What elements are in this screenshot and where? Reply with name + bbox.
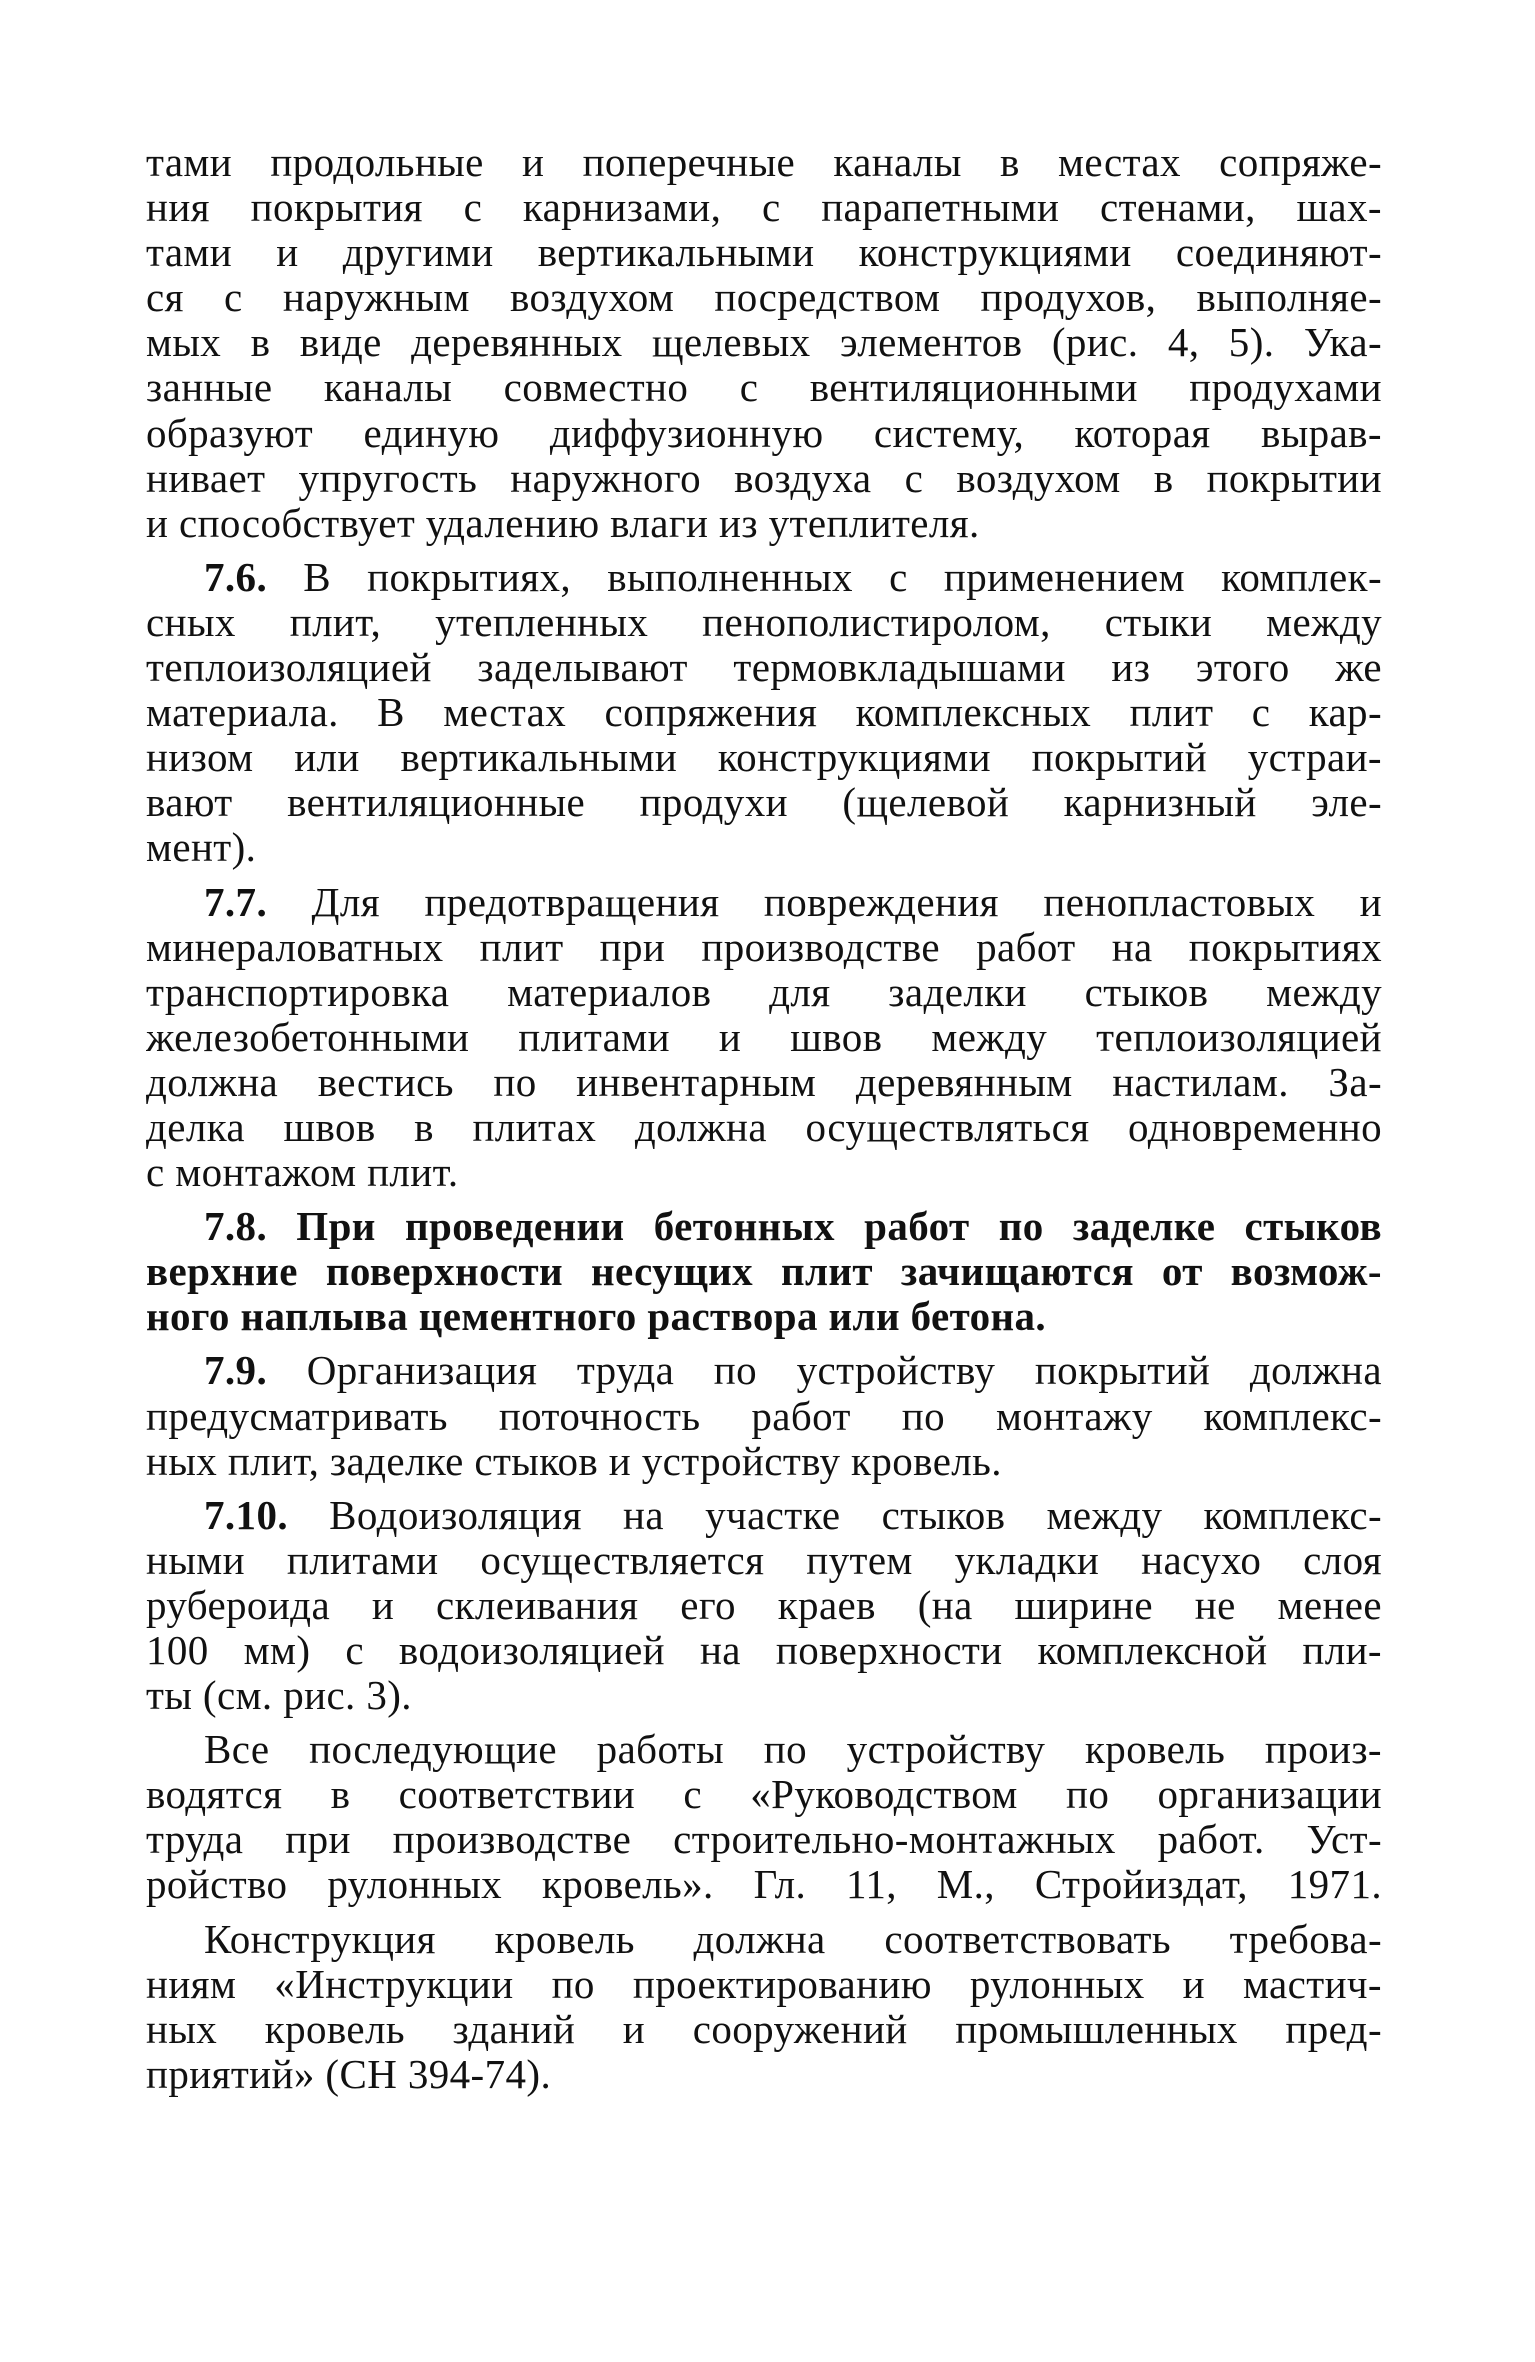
text-line: ными плитами осуществляется путем укладки насухо слоя (146, 1537, 1382, 1583)
text-line: ройство рулонных кровель». Гл. 11, М., Стройиздат, 1971. (146, 1862, 1382, 1908)
text-line: должна вестись по инвентарным деревянным настилам. За- (146, 1059, 1382, 1105)
text-line: минераловатных плит при производстве работ на покрытиях (146, 924, 1382, 970)
text-line: ния покрытия с карнизами, с парапетными стенами, шах- (146, 185, 1382, 231)
text-line: материала. В местах сопряжения комплексных плит с кар- (146, 690, 1382, 736)
text-line: вают вентиляционные продухи (щелевой карнизный эле- (146, 780, 1382, 826)
text-line: теплоизоляцией заделывают термовкладышами из этого же (146, 645, 1382, 691)
paragraph-number: 7.10. (204, 1492, 288, 1538)
text-line: труда при производстве строительно-монтажных работ. Уст- (146, 1817, 1382, 1863)
text-line: 7.9. Организация труда по устройству покрытий должна (204, 1348, 1382, 1394)
text-line: сных плит, утепленных пенополистиролом, стыки между (146, 599, 1382, 645)
paragraph-7-8 (146, 1204, 1382, 1339)
text-line: приятий» (СН 394-74). (146, 2051, 552, 2097)
paragraph-7-10 (146, 1493, 1382, 1718)
text-line: 7.6. В покрытиях, выполненных с применением комплек- (204, 554, 1382, 600)
text-line: ного наплыва цементного раствора или бетона. (146, 1294, 1047, 1340)
text-line: 7.10. Водоизоляция на участке стыков между комплекс- (204, 1492, 1382, 1538)
paragraph-construction (146, 1917, 1382, 2097)
paragraph-all-works (146, 1727, 1382, 1907)
text-line: железобетонными плитами и швов между теплоизоляцией (146, 1014, 1382, 1060)
text-line: мент). (146, 825, 257, 871)
text-line: ся с наружным воздухом посредством продухов, выполняе- (146, 275, 1382, 321)
text-line: делка швов в плитах должна осуществляться одновременно (146, 1104, 1382, 1150)
text-line: с монтажом плит. (146, 1150, 459, 1196)
page-text (146, 140, 1382, 2097)
paragraph-number: 7.8. (204, 1204, 268, 1250)
paragraph-number: 7.7. (204, 879, 268, 925)
text-line: ты (см. рис. 3). (146, 1673, 412, 1719)
text-line: 7.7. Для предотвращения повреждения пенопластовых и (204, 879, 1382, 925)
text-line: водятся в соответствии с «Руководством по организации (146, 1772, 1382, 1818)
paragraph-number: 7.9. (204, 1348, 268, 1394)
text-line: верхние поверхности несущих плит зачищаются от возмож- (146, 1249, 1382, 1295)
text-line: Конструкция кровель должна соответствовать требова- (204, 1916, 1382, 1962)
text-line: мых в виде деревянных щелевых элементов (рис. 4, 5). Ука- (146, 320, 1382, 366)
text-line: нивает упругость наружного воздуха с воздухом в покрытии (146, 455, 1382, 501)
text-line: 100 мм) с водоизоляцией на поверхности комплексной пли- (146, 1628, 1382, 1673)
text-line: ных кровель зданий и сооружений промышленных пред- (146, 2006, 1382, 2052)
paragraph-7-6 (146, 555, 1382, 871)
text-line: тами и другими вертикальными конструкциями соединяют- (146, 230, 1382, 276)
text-line: Все последующие работы по устройству кровель произ- (204, 1727, 1382, 1773)
text-line: занные каналы совместно с вентиляционными продухами (146, 365, 1382, 411)
paragraph-number: 7.6. (204, 554, 268, 600)
text-line: ниям «Инструкции по проектированию рулонных и мастич- (146, 1961, 1382, 2007)
text-line: предусматривать поточность работ по монтажу комплекс- (146, 1393, 1382, 1439)
paragraph-7-7 (146, 880, 1382, 1196)
text-line: рубероида и склеивания его краев (на ширине не менее (146, 1582, 1382, 1628)
text-line: транспортировка материалов для заделки стыков между (146, 969, 1382, 1015)
text-line: ных плит, заделке стыков и устройству кровель. (146, 1438, 1002, 1484)
text-line: низом или вертикальными конструкциями покрытий устраи- (146, 735, 1382, 781)
text-line: и способствует удалению влаги из утеплителя. (146, 500, 980, 546)
text-line: 7.8. При проведении бетонных работ по заделке стыков (204, 1204, 1382, 1250)
text-line: тами продольные и поперечные каналы в местах сопряже- (146, 140, 1382, 185)
text-line: образуют единую диффузионную систему, которая вырав- (146, 410, 1382, 456)
paragraph-intro (146, 140, 1382, 546)
paragraph-7-9 (146, 1348, 1382, 1483)
